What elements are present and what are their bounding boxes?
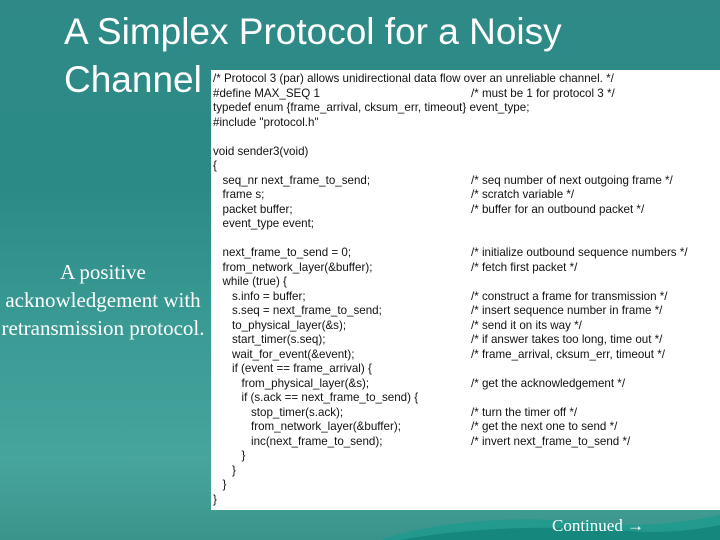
code-statement: { [213, 159, 217, 172]
code-comment: /* must be 1 for protocol 3 */ [471, 86, 615, 100]
code-line [211, 101, 720, 116]
code-line [211, 72, 720, 87]
code-statement: } [232, 463, 236, 477]
code-comment: /* if answer takes too long, time out */ [471, 333, 663, 346]
code-line [211, 377, 720, 392]
code-line [211, 174, 720, 189]
code-line [211, 261, 720, 276]
code-statement: } [222, 478, 227, 491]
code-line [211, 464, 720, 479]
code-line [211, 203, 720, 218]
code-statement: from_physical_layer(&s); [241, 376, 370, 390]
code-line [211, 478, 720, 493]
code-comment: /* get the acknowledgement */ [471, 376, 626, 390]
footer-wave-decoration [380, 515, 720, 540]
code-line [211, 275, 720, 290]
slide-caption: A positive acknowledgement with retransmission protocol. [1, 260, 205, 340]
code-comment: /* insert sequence number in frame */ [471, 304, 663, 317]
code-line [211, 217, 720, 232]
code-statement: } [213, 492, 217, 506]
code-line [211, 406, 720, 421]
code-statement: typedef enum {frame_arrival, cksum_err, timeout} event_type; [213, 101, 530, 114]
code-comment: /* send it on its way */ [471, 318, 582, 332]
code-comment: /* seq number of next outgoing frame */ [471, 173, 673, 187]
code-statement: if (s.ack == next_frame_to_send) { [241, 391, 419, 404]
code-statement: stop_timer(s.ack); [251, 405, 344, 419]
code-line [211, 391, 720, 406]
code-comment: /* get the next one to send */ [471, 420, 618, 433]
code-line [211, 449, 720, 464]
code-comment: /* buffer for an outbound packet */ [471, 202, 645, 216]
code-statement: event_type event; [222, 217, 315, 230]
code-statement: next_frame_to_send = 0; [222, 246, 352, 259]
code-line [211, 116, 720, 131]
code-statement: inc(next_frame_to_send); [251, 434, 383, 448]
code-statement: /* Protocol 3 (par) allows unidirectional data flow over an unreliable channel. */ [213, 72, 614, 85]
code-line [211, 246, 720, 261]
code-line [211, 232, 720, 247]
code-comment: /* frame_arrival, cksum_err, timeout */ [471, 347, 665, 361]
code-line [211, 348, 720, 363]
code-statement: from_network_layer(&buffer); [222, 260, 373, 274]
code-statement: void sender3(void) [213, 144, 309, 158]
code-line [211, 319, 720, 334]
code-line [211, 290, 720, 305]
code-statement: seq_nr next_frame_to_send; [222, 173, 371, 187]
code-line [211, 435, 720, 450]
code-statement: from_network_layer(&buffer); [251, 420, 401, 433]
code-statement: while (true) { [222, 275, 287, 288]
code-line [211, 304, 720, 319]
code-statement: s.seq = next_frame_to_send; [232, 304, 382, 317]
code-comment: /* initialize outbound sequence numbers */ [471, 246, 688, 259]
code-comment: /* turn the timer off */ [471, 405, 578, 419]
code-statement: if (event == frame_arrival) { [232, 362, 372, 375]
code-line [211, 362, 720, 377]
code-statement: #include "protocol.h" [213, 115, 319, 129]
code-statement: start_timer(s.seq); [232, 333, 326, 346]
code-statement: } [241, 449, 246, 462]
code-statement: packet buffer; [222, 202, 293, 216]
code-comment: /* construct a frame for transmission */ [471, 289, 668, 303]
code-line [211, 145, 720, 160]
code-line [211, 159, 720, 174]
code-statement: #define MAX_SEQ 1 [213, 86, 320, 100]
code-statement: to_physical_layer(&s); [232, 318, 347, 332]
slide-title: A Simplex Protocol for a Noisy Channel [64, 11, 562, 100]
code-comment: /* invert next_frame_to_send */ [471, 434, 631, 448]
code-line [211, 87, 720, 102]
code-statement: s.info = buffer; [232, 289, 306, 303]
code-listing [211, 70, 720, 510]
code-comment: /* fetch first packet */ [471, 260, 578, 274]
code-line [211, 130, 720, 145]
code-line [211, 493, 720, 508]
code-statement: frame s; [222, 188, 265, 201]
code-comment: /* scratch variable */ [471, 188, 575, 201]
code-line [211, 333, 720, 348]
code-line [211, 420, 720, 435]
continued-link[interactable]: Continued → [552, 516, 645, 535]
code-statement: wait_for_event(&event); [232, 347, 355, 361]
code-line [211, 188, 720, 203]
